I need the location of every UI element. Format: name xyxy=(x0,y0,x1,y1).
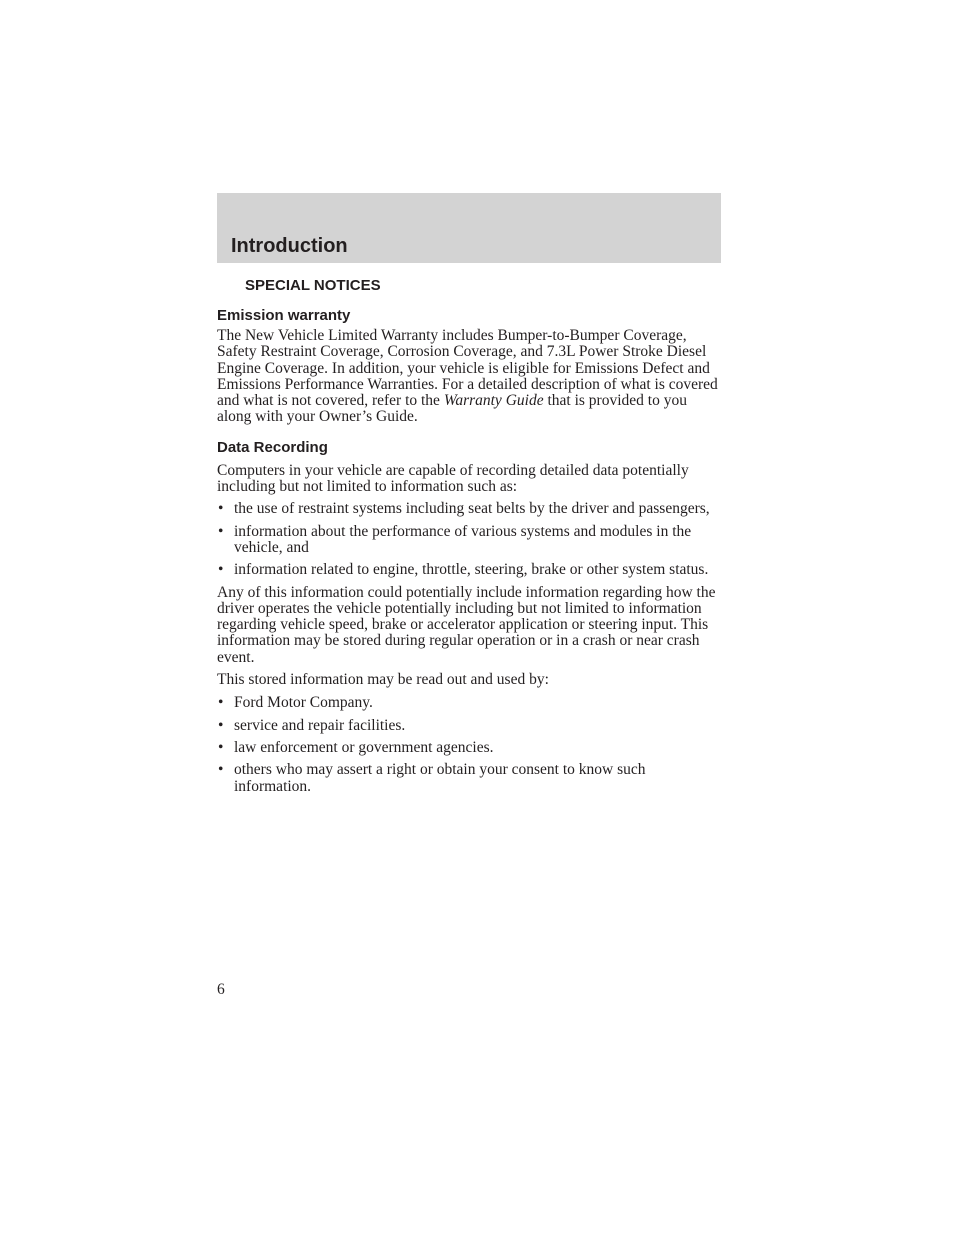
data-recording-paragraph-3: This stored information may be read out and used by: xyxy=(217,671,549,689)
bullet-icon: • xyxy=(218,561,224,579)
recorded-info-list xyxy=(217,501,723,578)
list-item xyxy=(217,762,723,795)
bullet-icon: • xyxy=(218,716,224,734)
data-recording-paragraph-2: Any of this information could potentially include information regarding how the driver operates the vehicle potentially including but not limited to information regarding vehicle speed, brake or accelerator application or steering input. This information may be stored during regular operation or in a crash or near crash event. xyxy=(217,583,716,666)
emission-warranty-text-part1: The New Vehicle Limited Warranty includes Bumper-to-Bumper Coverage, Safety Restraint Coverage, Corrosion Coverage, and 7.3L Power Stroke Diesel Engine Coverage. In addition, your vehicle is eligible for Emissions Defect and Emissions Performance Warranties. For a detailed description of what is covered and what is not covered, refer to the xyxy=(217,327,718,410)
list-item xyxy=(217,718,723,734)
bullet-icon: • xyxy=(218,694,224,712)
data-recording-intro: Computers in your vehicle are capable of recording detailed data potentially including but not limited to information such as: xyxy=(217,461,689,496)
list-item-text: information related to engine, throttle, steering, brake or other system status. xyxy=(234,561,709,579)
bullet-icon: • xyxy=(218,738,224,756)
list-item-text: Ford Motor Company. xyxy=(234,694,373,712)
list-item-text: the use of restraint systems including seat belts by the driver and passengers, xyxy=(234,500,710,518)
list-item-text: information about the performance of various systems and modules in the vehicle, and xyxy=(234,522,692,556)
list-item xyxy=(217,695,723,711)
list-item xyxy=(217,501,723,517)
list-item xyxy=(217,562,723,578)
list-item-text: law enforcement or government agencies. xyxy=(234,738,494,756)
emission-warranty-heading: Emission warranty xyxy=(217,307,351,324)
data-recording-heading: Data Recording xyxy=(217,438,328,456)
section-header-band xyxy=(217,193,721,263)
bullet-icon: • xyxy=(218,522,224,540)
emission-warranty-text-part2: that is provided to you along with your Owner’s Guide. xyxy=(217,392,687,426)
bullet-icon: • xyxy=(218,500,224,518)
list-item xyxy=(217,740,723,756)
page-number: 6 xyxy=(217,981,225,998)
list-item-text: others who may assert a right or obtain your consent to know such information. xyxy=(234,761,646,795)
warranty-guide-title: Warranty Guide xyxy=(443,392,544,410)
information-users-list xyxy=(217,695,723,794)
page-content xyxy=(217,276,723,795)
section-title: Introduction xyxy=(231,235,348,257)
list-item xyxy=(217,524,723,557)
emission-warranty-paragraph xyxy=(217,328,723,426)
list-item-text: service and repair facilities. xyxy=(234,716,406,734)
special-notices-heading: SPECIAL NOTICES xyxy=(245,277,381,294)
bullet-icon: • xyxy=(218,761,224,779)
